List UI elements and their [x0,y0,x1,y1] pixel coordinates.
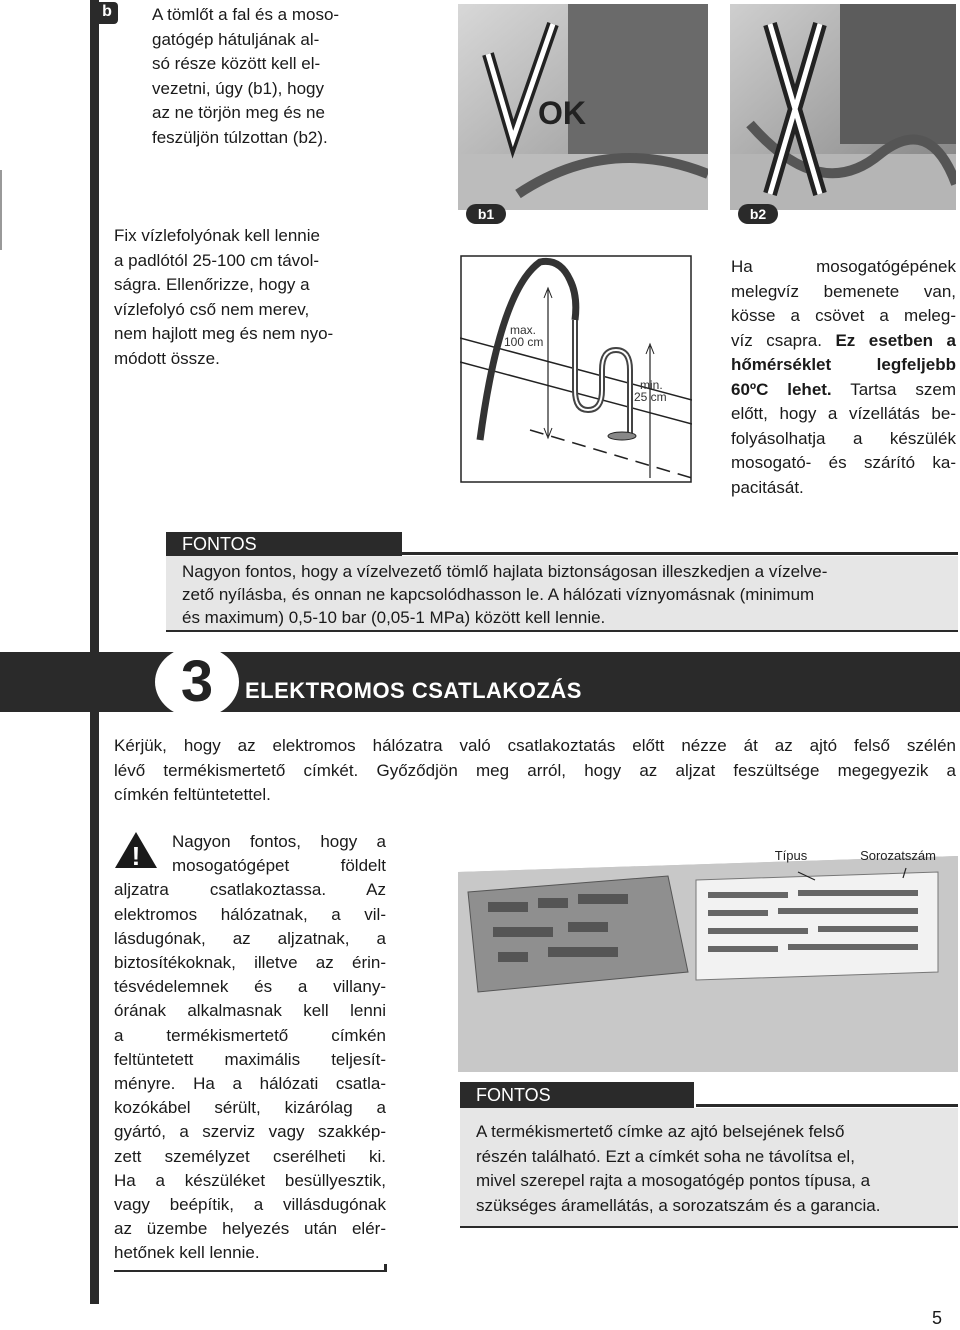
warning-paragraph: Nagyon fontos, hogy a mosogatógépet földelt aljzatra csatlakoztassa. Az elektromos hálózatnak, a vil- lásdugónak, az aljzatnak, a biztosítékoknak, illetve az érin- tésvédelemnek és a villany- órának alkalmasnak kell lenni a termékismertető címkén feltüntetett maximális teljesít- ményre. Ha a hálózati csatla- kozókábel sérült, kizárólag a gyártó, a szerviz vagy szakkép- zett személyzet cserélheti ki. Ha a készüléket besüllyesztik, vagy beépítik, a villásdugónak az üzembe helyezés után elér- hetőnek kell lennie. [114,832,386,1263]
wrong-photo [730,4,956,210]
max-value: 100 cm [504,335,544,349]
fontos-title-1: FONTOS [166,532,402,556]
ok-text: OK [538,95,586,131]
fontos-title-2: FONTOS [460,1082,694,1108]
section-title: ELEKTROMOS CSATLAKOZÁS [245,678,582,703]
left-edge-mark [0,170,2,250]
section-number: 3 [180,649,214,714]
side-tab-b: b [96,2,118,24]
fontos-rule-2 [696,1104,958,1107]
electrical-intro: Kérjük, hogy az elektromos hálózatra való csatlakoztatás előtt nézze át az ajtó felső szélén lévő termékismertető címkét. Győződjön meg arról, hogy az aljzat feszültsége megegyezik a címkén feltüntetettel. [114,736,956,804]
svg-text:!: ! [131,841,141,870]
drain-paragraph: Fix vízlefolyónak kell lennie a padlótól 25-100 cm távol- ságra. Ellenőrizze, hogy a vízlefolyó cső nem merev, nem hajlott meg és nem nyo- módott össze. [114,226,334,368]
label-b2: b2 [738,204,778,224]
drain-height-diagram [460,250,692,486]
fontos-box-2 [460,1082,958,1226]
hot-water-paragraph: Ha mosogatógépének melegvíz bemenete van, kösse a csövet a meleg- víz csapra. Ez esetben a hőmérséklet legfeljebb 60ºC lehet. Tartsa szem előtt, hogy a vízellátás be- folyásolhatja a készülék mosogató- és szárító ka- pacitását. [731,257,956,497]
ok-photo [458,4,708,210]
label-b1: b1 [466,204,506,224]
page-number: 5 [932,1308,943,1328]
sorozatszam-label: Sorozatszám [860,848,936,863]
fontos-text-1: Nagyon fontos, hogy a vízelvezető tömlő hajlata biztonságosan illeszkedjen a vízelve- zető nyílásba, és onnan ne kapcsolódhasson le. A hálózati víznyomásnak (minimum és maximum) 0,5-10 bar (0,05-1 MPa) között kell lennie. [182,562,828,627]
warning-bottom-rule [114,1270,387,1272]
min-label: min. [640,378,663,392]
max-label: max. [510,323,537,337]
fontos-text-2: A termékismertető címke az ajtó belsejének felső részén található. Ezt a címkét soha ne távolítsa el, mivel szerepel rajta a mosogatógép pontos típusa, a szükséges áramellátás, a sorozatszám és a garancia. [476,1122,881,1215]
fontos-box-1 [166,532,958,632]
min-value: 25 cm [634,390,667,404]
fontos-rule-1 [402,552,958,555]
intro-paragraph: A tömlőt a fal és a moso- gatógép hátuljának al- só része között kell el- vezetni, úgy (b1), hogy az ne törjön meg és ne feszüljön túlzottan (b2). [152,5,340,147]
rating-label-photo [458,832,958,1072]
tipus-label: Típus [774,848,808,863]
